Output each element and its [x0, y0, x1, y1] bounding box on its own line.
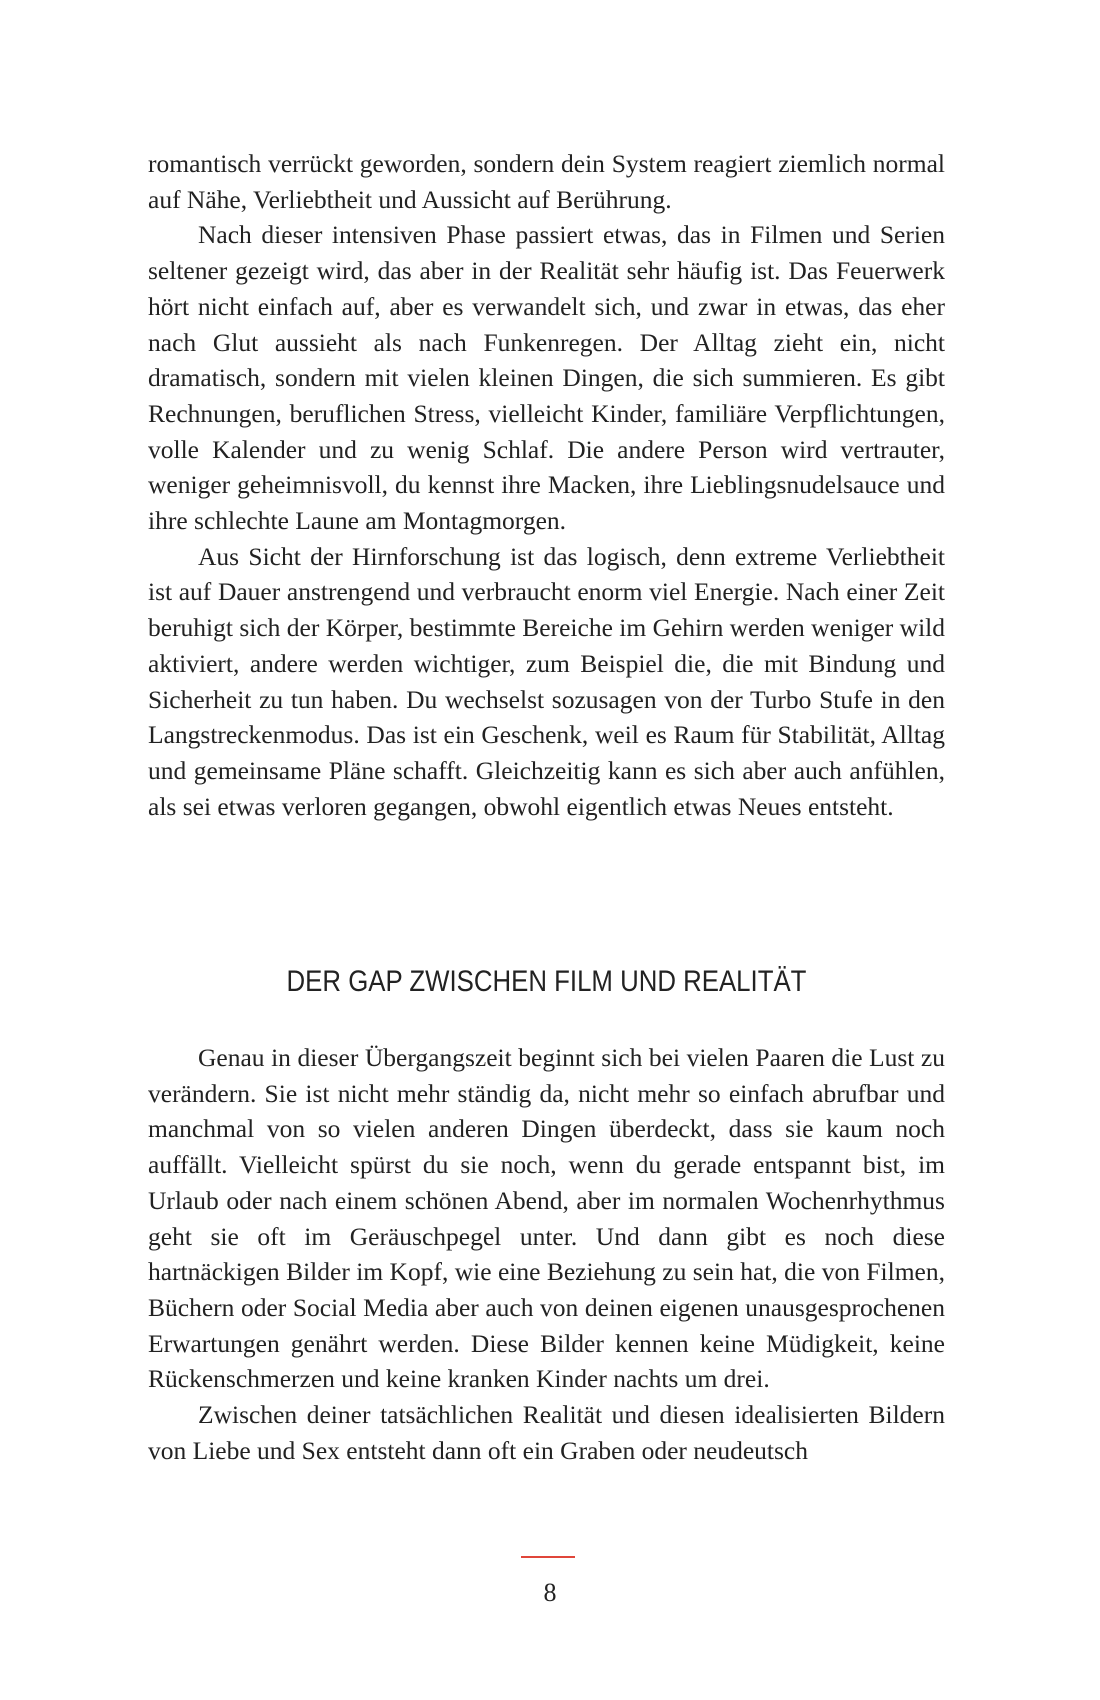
paragraph: Zwischen deiner tatsächlichen Realität und diesen idealisierten Bildern von Liebe und Sex entsteht dann oft ein Graben oder neudeutsch [148, 1400, 945, 1465]
body-text-bottom [148, 1040, 945, 1468]
page-number: 8 [543, 1578, 557, 1607]
section-heading: DER GAP ZWISCHEN FILM UND REALITÄT [286, 965, 807, 998]
body-text-top [148, 146, 945, 824]
paragraph: Aus Sicht der Hirnforschung ist das logisch, denn extreme Verliebtheit ist auf Dauer anstrengend und verbraucht enorm viel Energie. Nach einer Zeit beruhigt sich der Körper, bestimmte Bereiche im Gehirn werden weniger wild aktiviert, andere werden wichtiger, zum Beispiel die, die mit Bindung und Sicherheit zu tun haben. Du wechselst sozusagen von der Turbo Stufe in den Langstreckenmodus. Das ist ein Geschenk, weil es Raum für Stabilität, Alltag und gemeinsame Pläne schafft. Gleichzeitig kann es sich aber auch anfühlen, als sei etwas verloren gegangen, obwohl eigentlich etwas Neues entsteht. [148, 541, 946, 821]
paragraph: Nach dieser intensiven Phase passiert etwas, das in Filmen und Serien seltener gezeigt wird, das aber in der Realität sehr häufig ist. Das Feuerwerk hört nicht einfach auf, aber es verwandelt sich, und zwar in etwas, das eher nach Glut aussieht als nach Funkenregen. Der Alltag zieht ein, nicht dramatisch, sondern mit vielen kleinen Dingen, die sich summieren. Es gibt Rechnungen, beruflichen Stress, vielleicht Kinder, familiäre Verpflichtungen, volle Kalender und zu wenig Schlaf. Die andere Person wird vertrauter, weniger geheimnisvoll, du kennst ihre Macken, ihre Lieblingsnudelsauce und ihre schlechte Laune am Montagmorgen. [148, 220, 945, 536]
footer-divider [521, 1556, 575, 1558]
paragraph: Genau in dieser Übergangszeit beginnt sich bei vielen Paaren die Lust zu verändern. Sie ist nicht mehr ständig da, nicht mehr so einfach abrufbar und manchmal von so vielen anderen Dingen überdeckt, dass sie kaum noch auffällt. Vielleicht spürst du sie noch, wenn du gerade entspannt bist, im Urlaub oder nach einem schönen Abend, aber im normalen Wochenrhythmus geht sie oft im Geräuschpegel unter. Und dann gibt es noch diese hartnäckigen Bilder im Kopf, wie eine Beziehung zu sein hat, die von Filmen, Büchern oder Social Media aber auch von deinen eigenen unausgesprochenen Erwartungen genährt werden. Diese Bilder kennen keine Müdigkeit, keine Rückenschmerzen und keine kranken Kinder nachts um drei. [148, 1043, 945, 1394]
paragraph-continued: romantisch verrückt geworden, sondern dein System reagiert ziemlich normal auf Nähe, Verliebtheit und Aussicht auf Berührung. [148, 149, 945, 214]
